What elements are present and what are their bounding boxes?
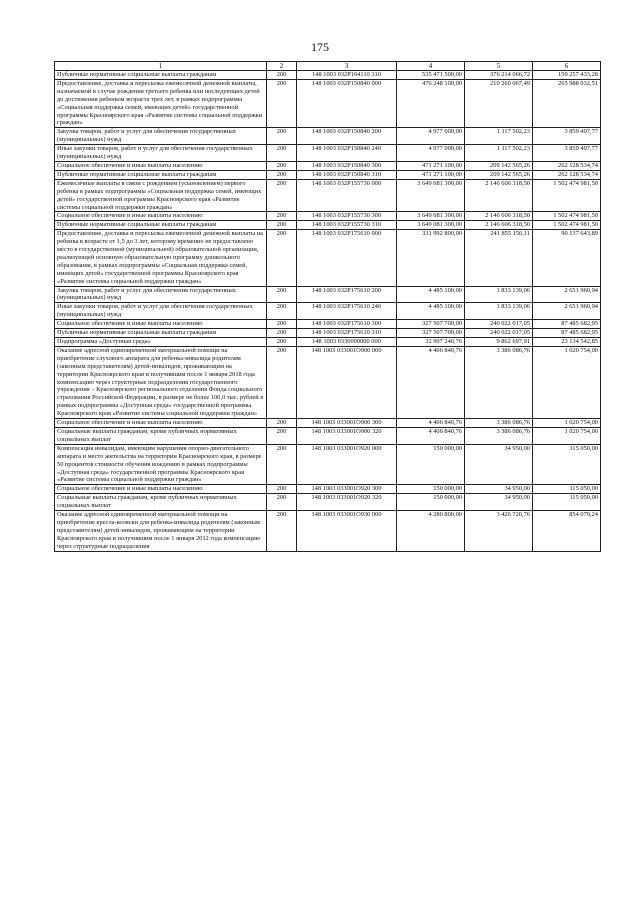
- page-number: 175: [311, 40, 329, 54]
- row-remaining: 2 651 960,94: [533, 286, 601, 303]
- row-code: 200: [267, 79, 297, 127]
- row-name: Компенсация инвалидам, имеющим нарушения опорно-двигательного аппарата и место жительства на территории Красноярского края, в размере 50 процентов стоимости обучения вождению в рамках подпрограммы «Доступная среда» государственной программы Красноярского края «Развитие системы социальной поддержки граждан»: [55, 444, 267, 485]
- table-row: [55, 338, 601, 347]
- row-name: Социальное обеспечение и иные выплаты населению: [55, 419, 267, 428]
- table-row: [55, 221, 601, 230]
- row-executed: 1 833 139,06: [465, 286, 533, 303]
- row-name: Иные закупки товаров, работ и услуг для обеспечения государственных (муниципальных) нужд: [55, 303, 267, 320]
- row-executed: 376 214 066,72: [465, 71, 533, 80]
- row-kbk: 148 1003 032Р104110 310: [297, 71, 397, 80]
- row-approved: 150 000,00: [397, 485, 465, 494]
- column-header: 4: [397, 62, 465, 71]
- row-name: Оказание адресной единовременной материальной помощи на приобретение кресла-коляски для ребенка-инвалида родителям (законным представителям) детей-инвалидов, проживающим на территории Красноярского края и получившим после 1 января 2012 года компенсацию через структурные подразделения: [55, 511, 267, 552]
- row-remaining: 262 128 534,74: [533, 161, 601, 170]
- row-code: 200: [267, 71, 297, 80]
- row-remaining: 159 257 433,28: [533, 71, 601, 80]
- row-approved: 150 000,00: [397, 494, 465, 511]
- row-remaining: 1 020 754,00: [533, 419, 601, 428]
- row-name: Закупка товаров, работ и услуг для обеспечения государственных (муниципальных) нужд: [55, 286, 267, 303]
- row-approved: 3 649 081 300,00: [397, 179, 465, 212]
- row-code: 200: [267, 329, 297, 338]
- row-name: Социальные выплаты гражданам, кроме публичных нормативных социальных выплат: [55, 427, 267, 444]
- table-body: [55, 62, 601, 552]
- row-executed: 3 386 086,76: [465, 419, 533, 428]
- table-row: [55, 179, 601, 212]
- row-code: 200: [267, 494, 297, 511]
- table-header-row: [55, 62, 601, 71]
- row-approved: 471 271 100,00: [397, 161, 465, 170]
- row-remaining: 23 134 542,85: [533, 338, 601, 347]
- row-name: Социальные выплаты гражданам, кроме публичных нормативных социальных выплат: [55, 494, 267, 511]
- row-executed: 3 386 086,76: [465, 346, 533, 418]
- row-kbk: 148 1003 032Р150840 310: [297, 170, 397, 179]
- row-name: Ежемесячные выплаты в связи с рождением (усыновлением) первого ребенка в рамках подпрограммы «Социальная поддержка семей, имеющих детей» государственной программы Красноярского края «Развитие системы социальной поддержки граждан»: [55, 179, 267, 212]
- row-kbk: 148 1003 0330000000 000: [297, 338, 397, 347]
- row-code: 200: [267, 221, 297, 230]
- row-executed: 34 950,00: [465, 485, 533, 494]
- row-kbk: 148 1003 032Р150840 300: [297, 161, 397, 170]
- row-executed: 2 146 606 318,50: [465, 179, 533, 212]
- column-header: 6: [533, 62, 601, 71]
- row-code: 200: [267, 419, 297, 428]
- row-approved: 4 406 840,76: [397, 346, 465, 418]
- row-code: 200: [267, 320, 297, 329]
- row-kbk: 148 1003 032Р150840 200: [297, 128, 397, 145]
- row-approved: 3 649 081 300,00: [397, 212, 465, 221]
- row-code: 200: [267, 161, 297, 170]
- row-kbk: 148 1003 032Р175610 310: [297, 329, 397, 338]
- row-remaining: 3 859 497,77: [533, 128, 601, 145]
- row-code: 200: [267, 230, 297, 286]
- row-approved: 476 248 100,00: [397, 79, 465, 127]
- row-executed: 3 386 086,76: [465, 427, 533, 444]
- row-kbk: 148 1003 032Р175610 000: [297, 230, 397, 286]
- row-executed: 240 022 017,05: [465, 329, 533, 338]
- row-approved: 4 977 000,00: [397, 128, 465, 145]
- row-code: 200: [267, 427, 297, 444]
- row-approved: 535 471 500,00: [397, 71, 465, 80]
- row-kbk: 148 1003 032Р150840 240: [297, 145, 397, 162]
- table-row: [55, 419, 601, 428]
- row-approved: 4 406 840,76: [397, 427, 465, 444]
- row-remaining: 1 502 474 981,50: [533, 221, 601, 230]
- row-remaining: 1 502 474 981,50: [533, 179, 601, 212]
- row-name: Закупка товаров, работ и услуг для обеспечения государственных (муниципальных) нужд: [55, 128, 267, 145]
- row-remaining: 265 988 032,51: [533, 79, 601, 127]
- row-remaining: 87 485 682,95: [533, 320, 601, 329]
- row-name: Публичные нормативные социальные выплаты гражданам: [55, 71, 267, 80]
- row-name: Подпрограмма «Доступная среда»: [55, 338, 267, 347]
- row-remaining: 1 502 474 981,50: [533, 212, 601, 221]
- row-code: 200: [267, 179, 297, 212]
- table-row: [55, 230, 601, 286]
- row-name: Социальное обеспечение и иные выплаты населению: [55, 485, 267, 494]
- table-row: [55, 128, 601, 145]
- row-executed: 34 950,00: [465, 494, 533, 511]
- row-executed: 1 117 502,23: [465, 145, 533, 162]
- row-kbk: 148 1003 032Р150840 000: [297, 79, 397, 127]
- row-approved: 32 997 240,76: [397, 338, 465, 347]
- row-kbk: 148 1003 033001О920 300: [297, 485, 397, 494]
- row-executed: 9 862 697,91: [465, 338, 533, 347]
- column-header: 3: [297, 62, 397, 71]
- table-row: [55, 212, 601, 221]
- row-approved: 327 507 700,00: [397, 329, 465, 338]
- row-remaining: 115 050,00: [533, 444, 601, 485]
- row-name: Социальное обеспечение и иные выплаты населению: [55, 212, 267, 221]
- row-kbk: 148 1003 033001О900 000: [297, 346, 397, 418]
- row-approved: 3 649 081 300,00: [397, 221, 465, 230]
- row-approved: 4 406 840,76: [397, 419, 465, 428]
- table-row: [55, 444, 601, 485]
- row-approved: 4 485 100,00: [397, 286, 465, 303]
- row-approved: 331 992 800,00: [397, 230, 465, 286]
- row-code: 200: [267, 444, 297, 485]
- row-name: Публичные нормативные социальные выплаты гражданам: [55, 170, 267, 179]
- row-name: Иные закупки товаров, работ и услуг для обеспечения государственных (муниципальных) нужд: [55, 145, 267, 162]
- row-approved: 4 977 000,00: [397, 145, 465, 162]
- row-kbk: 148 1003 032Р155730 000: [297, 179, 397, 212]
- row-executed: 3 426 720,76: [465, 511, 533, 552]
- row-approved: 4 280 800,00: [397, 511, 465, 552]
- row-executed: 209 142 565,26: [465, 161, 533, 170]
- table-row: [55, 303, 601, 320]
- row-remaining: 1 020 754,00: [533, 346, 601, 418]
- row-name: Предоставление, доставка и пересылка ежемесячной денежной выплаты, назначаемой в случае рождения третьего ребенка или последующих детей до достижения ребенком возраста трех лет, в рамках подпрограммы «Социальная поддержка семей, имеющих детей» государственной программы Красноярского края «Развитие системы социальной поддержки граждан»: [55, 79, 267, 127]
- row-code: 200: [267, 485, 297, 494]
- row-code: 200: [267, 338, 297, 347]
- table-row: [55, 170, 601, 179]
- row-executed: 2 146 606 318,50: [465, 221, 533, 230]
- row-kbk: 148 1003 032Р175610 300: [297, 320, 397, 329]
- table-row: [55, 494, 601, 511]
- row-executed: 2 146 606 318,50: [465, 212, 533, 221]
- row-name: Публичные нормативные социальные выплаты гражданам: [55, 329, 267, 338]
- row-executed: 209 142 565,26: [465, 170, 533, 179]
- row-kbk: 148 1003 032Р175610 240: [297, 303, 397, 320]
- row-approved: 471 271 100,00: [397, 170, 465, 179]
- row-remaining: 90 137 643,89: [533, 230, 601, 286]
- row-kbk: 148 1003 033001О900 320: [297, 427, 397, 444]
- column-header: 2: [267, 62, 297, 71]
- row-name: Публичные нормативные социальные выплаты гражданам: [55, 221, 267, 230]
- row-executed: 1 833 139,06: [465, 303, 533, 320]
- row-remaining: 854 079,24: [533, 511, 601, 552]
- row-name: Социальное обеспечение и иные выплаты населению: [55, 161, 267, 170]
- row-code: 200: [267, 303, 297, 320]
- row-remaining: 115 050,00: [533, 494, 601, 511]
- row-approved: 150 000,00: [397, 444, 465, 485]
- column-header: 1: [55, 62, 267, 71]
- table-row: [55, 286, 601, 303]
- row-code: 200: [267, 286, 297, 303]
- row-code: 200: [267, 128, 297, 145]
- row-approved: 327 507 700,00: [397, 320, 465, 329]
- row-executed: 210 260 067,49: [465, 79, 533, 127]
- row-code: 200: [267, 170, 297, 179]
- row-remaining: 1 020 754,00: [533, 427, 601, 444]
- column-header: 5: [465, 62, 533, 71]
- table-row: [55, 427, 601, 444]
- table-row: [55, 329, 601, 338]
- row-kbk: 148 1003 033001О900 300: [297, 419, 397, 428]
- table-row: [55, 161, 601, 170]
- row-kbk: 148 1003 033001О920 320: [297, 494, 397, 511]
- row-kbk: 148 1003 032Р155730 310: [297, 221, 397, 230]
- row-name: Социальное обеспечение и иные выплаты населению: [55, 320, 267, 329]
- row-approved: 4 485 100,00: [397, 303, 465, 320]
- budget-table: [54, 61, 601, 552]
- row-kbk: 148 1003 033001О930 000: [297, 511, 397, 552]
- row-kbk: 148 1003 033001О920 000: [297, 444, 397, 485]
- table-row: [55, 320, 601, 329]
- row-code: 200: [267, 511, 297, 552]
- row-executed: 1 117 502,23: [465, 128, 533, 145]
- row-remaining: 262 128 534,74: [533, 170, 601, 179]
- row-executed: 241 855 156,11: [465, 230, 533, 286]
- row-name: Предоставление, доставка и пересылка ежемесячной денежной выплаты на ребенка в возрасте от 1,5 до 3 лет, которому временно не предоставлено место в государственной (муниципальной) образовательной организации, реализующей основную образовательную программу дошкольного образования, в рамках подпрограммы «Социальная поддержка семей, имеющих детей» государственной программы Красноярского края «Развитие системы социальной поддержки граждан»: [55, 230, 267, 286]
- row-executed: 34 950,00: [465, 444, 533, 485]
- row-remaining: 2 651 960,94: [533, 303, 601, 320]
- table-row: [55, 346, 601, 418]
- row-code: 200: [267, 145, 297, 162]
- table-row: [55, 79, 601, 127]
- row-code: 200: [267, 212, 297, 221]
- row-kbk: 148 1003 032Р175610 200: [297, 286, 397, 303]
- table-row: [55, 511, 601, 552]
- row-remaining: 87 485 682,95: [533, 329, 601, 338]
- row-name: Оказание адресной единовременной материальной помощи на приобретение слухового аппарата для ребенка-инвалида родителям (законным представителям) детей-инвалидов, проживающим на территории Красноярского края и получившим после 1 января 2018 года компенсацию через структурные подразделения государственного учреждения – Красноярского регионального отделения Фонда социального страхования Российской Федерации, в размере не более 100,0 тыс. рублей в рамках подпрограммы «Доступная среда» государственной программы Красноярского края «Развитие системы социальной поддержки граждан»: [55, 346, 267, 418]
- table-row: [55, 71, 601, 80]
- table-row: [55, 145, 601, 162]
- row-code: 200: [267, 346, 297, 418]
- row-remaining: 3 859 497,77: [533, 145, 601, 162]
- row-kbk: 148 1003 032Р155730 300: [297, 212, 397, 221]
- table-row: [55, 485, 601, 494]
- row-executed: 240 022 017,05: [465, 320, 533, 329]
- row-remaining: 115 050,00: [533, 485, 601, 494]
